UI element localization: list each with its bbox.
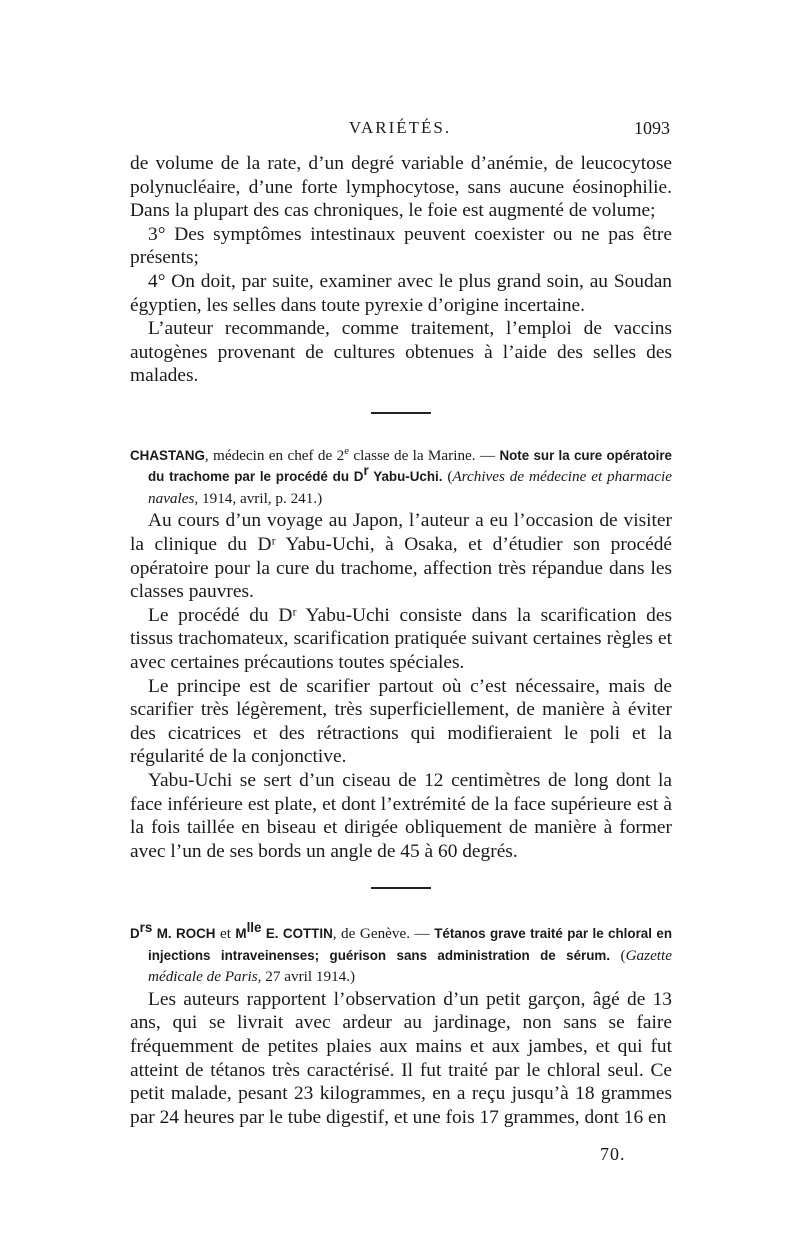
- paragraph-voyage: Au cours d’un voyage au Japon, l’auteur a eu l’occasion de visiter la clinique du Dʳ Yabu-Uchi, à Osaka, et d’étudier son procédé opératoire pour la cure du trachome, affection très répandue dans les classes pauvres.: [130, 510, 672, 603]
- page-header: [130, 118, 670, 142]
- reference-chastang: CHASTANG, médecin en chef de 2e classe de la Marine. — Note sur la cure opératoire du trachome par le procédé du Dr Yabu-Uchi. (Archives de médecine et pharmacie navales, 1914, avril, p. 241.): [130, 444, 672, 507]
- paragraph-treatment: L’auteur recommande, comme traitement, l’emploi de vaccins autogènes provenant de cultures obtenues à l’aide des selles des malades.: [130, 318, 672, 387]
- paragraph-point-4: 4° On doit, par suite, examiner avec le plus grand soin, au Soudan égyptien, les selles dans toute pyrexie d’origine incertaine.: [130, 270, 672, 316]
- ref-author-roch: M. ROCH: [152, 926, 216, 942]
- ref-author: CHASTANG: [130, 447, 205, 463]
- ref-source: Archives de médecine et pharmacie navales: [148, 468, 672, 507]
- running-title: VARIÉTÉS.: [348, 118, 452, 137]
- ref-source: Gazette médicale de Paris: [148, 946, 672, 986]
- paragraph-observation: Les auteurs rapportent l’observation d’un petit garçon, âgé de 13 ans, qui se livrait avec ardeur au jardinage, non sans se faire fréquemment de petites plaies aux mains et aux jambes, et qui fut atteint de tétanos très caractérisé. Il fut traité par le chloral seul. Ce petit malade, pesant 23 kilogrammes, en a reçu jusqu’à 18 grammes par 24 heures par le tube digestif, et une fois 17 grammes, dont 16 en: [130, 988, 672, 1128]
- section-divider: [371, 887, 431, 889]
- paragraph-procede: Le procédé du Dʳ Yabu-Uchi consiste dans la scarification des tissus trachomateux, scarification pratiquée suivant certaines règles et avec certaines précautions toutes spéciales.: [130, 604, 672, 673]
- ref-title: Tétanos grave traité par le chloral en injections intraveinenses; guérison sans administration de sérum.: [148, 926, 672, 963]
- paragraph-continued: de volume de la rate, d’un degré variable d’anémie, de leucocytose polynucléaire, d’une forte lymphocytose, sans aucune éosinophilie. Dans la plupart des cas chroniques, le foie est augmenté de volume;: [130, 153, 672, 222]
- page-number: 1093: [634, 118, 670, 138]
- ref-title: Note sur la cure opératoire du trachome par le procédé du D: [148, 447, 672, 485]
- section-divider: [371, 412, 431, 414]
- paragraph-point-3: 3° Des symptômes intestinaux peuvent coexister ou ne pas être présents;: [130, 223, 672, 269]
- paragraph-principe: Le principe est de scarifier partout où c’est nécessaire, mais de scarifier très légèrement, très superficiellement, de manière à éviter des cicatrices et des rétractions qui modifieraient le poli et la régularité de la conjonctive.: [130, 675, 672, 768]
- paragraph-ciseau: Yabu-Uchi se sert d’un ciseau de 12 centimètres de long dont la face inférieure est plate, et dont l’extrémité de la face supérieure est à la fois taillée en biseau et dirigée obliquement de manière à former avec l’un de ses bords un angle de 45 à 60 degrés.: [130, 769, 672, 862]
- ref-author-cottin: E. COTTIN: [261, 926, 333, 942]
- signature-mark: 70.: [600, 1144, 626, 1164]
- page-body: [130, 152, 672, 1129]
- reference-roch-cottin: Drs M. ROCH et Mlle E. COTTIN, de Genève. — Tétanos grave traité par le chloral en injections intraveinenses; guérison sans administration de sérum. (Gazette médicale de Paris, 27 avril 1914.): [130, 920, 672, 986]
